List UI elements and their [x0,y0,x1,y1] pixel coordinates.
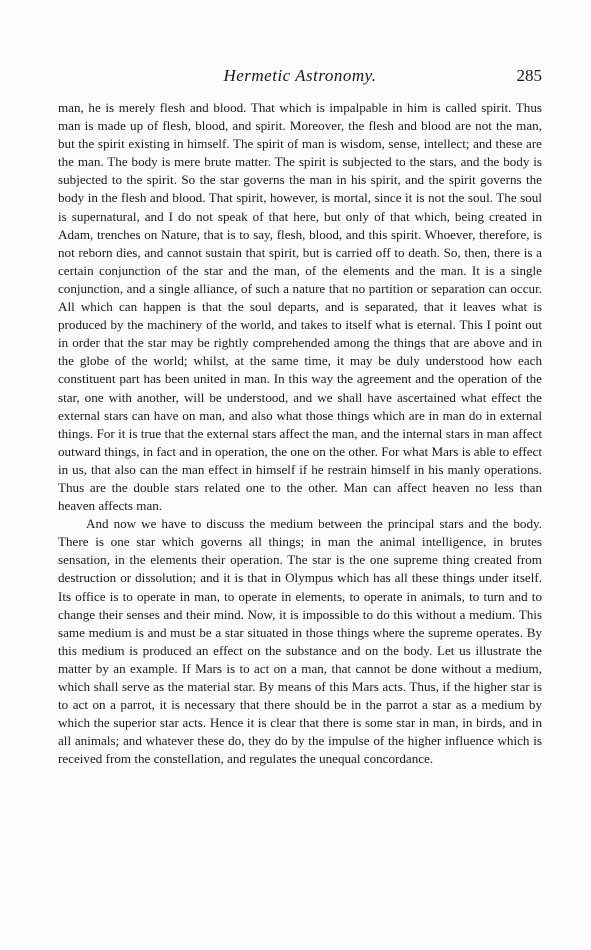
running-head [58,66,542,90]
paragraph-2: And now we have to discuss the medium between the principal stars and the body. There is one star which governs all things; in man the animal intelligence, in brutes sensation, in the elements their operation. The star is the one supreme thing created from destruction or dissolution; and it is that in Olympus which has all these things under itself. Its office is to operate in man, to operate in elements, to operate in animals, to turn and to change their senses and their mind. Now, it is impossible to do this without a medium. This same medium is and must be a star situated in those things where the supreme operates. By this medium is produced an effect on the substance and on the body. Let us illustrate the matter by an example. If Mars is to act on a man, that cannot be done without a medium, which shall serve as the material star. By means of this Mars acts. Thus, if the higher star is to act on a parrot, it is necessary that there should be in the parrot a star as a medium by which the superior star acts. Hence it is clear that there is some star in man, in birds, and in all animals; and whatever these do, they do by the impulse of the higher influence which is received from the constellation, and regulates the unequal concordance. [58,516,542,767]
body-text [58,99,542,768]
page-number: 285 [516,66,542,85]
paragraph-1: man, he is merely flesh and blood. That which is impalpable in him is called spirit. Thus man is made up of flesh, blood, and spirit. Moreover, the flesh and blood are not the man, but the spirit existing in himself. The spirit of man is wisdom, sense, intellect; and these are the man. The body is mere brute matter. The spirit is subjected to the stars, and the body is subjected to the spirit. So the star governs the man in his spirit, and the spirit governs the body in the flesh and blood. That spirit, however, is mortal, since it is not the soul. The soul is supernatural, and I do not speak of that here, but only of that which, being created in Adam, trenches on Nature, that is to say, flesh, blood, and this spirit. Whoever, therefore, is not reborn dies, and cannot sustain that spirit, but is carried off to death. So, then, there is a certain conjunction of the star and the man, of the elements and the man. It is a single conjunction, and a single alliance, of such a nature that no partition or separation can occur. All which can happen is that the soul departs, and is separated, that it leaves what is produced by the machinery of the world, and takes to itself what is eternal. This I point out in order that the star may be rightly comprehended among the things that are above and in the globe of the world; whilst, at the same time, it may be duly understood how each constituent part has been united in man. In this way the agreement and the operation of the star, one with another, will be understood, and we shall have ascertained what effect the external stars can have on man, and also what those things which are in man do in external things. For it is true that the external stars affect the man, and the internal stars in man affect outward things, in fact and in operation, the one on the other. For what Mars is able to effect in us, that also can the man effect in himself if he restrain himself in his manly operations. Thus are the double stars related one to the other. Man can affect heaven no less than heaven affects man. [58,100,542,514]
running-title: Hermetic Astronomy. [223,66,377,85]
